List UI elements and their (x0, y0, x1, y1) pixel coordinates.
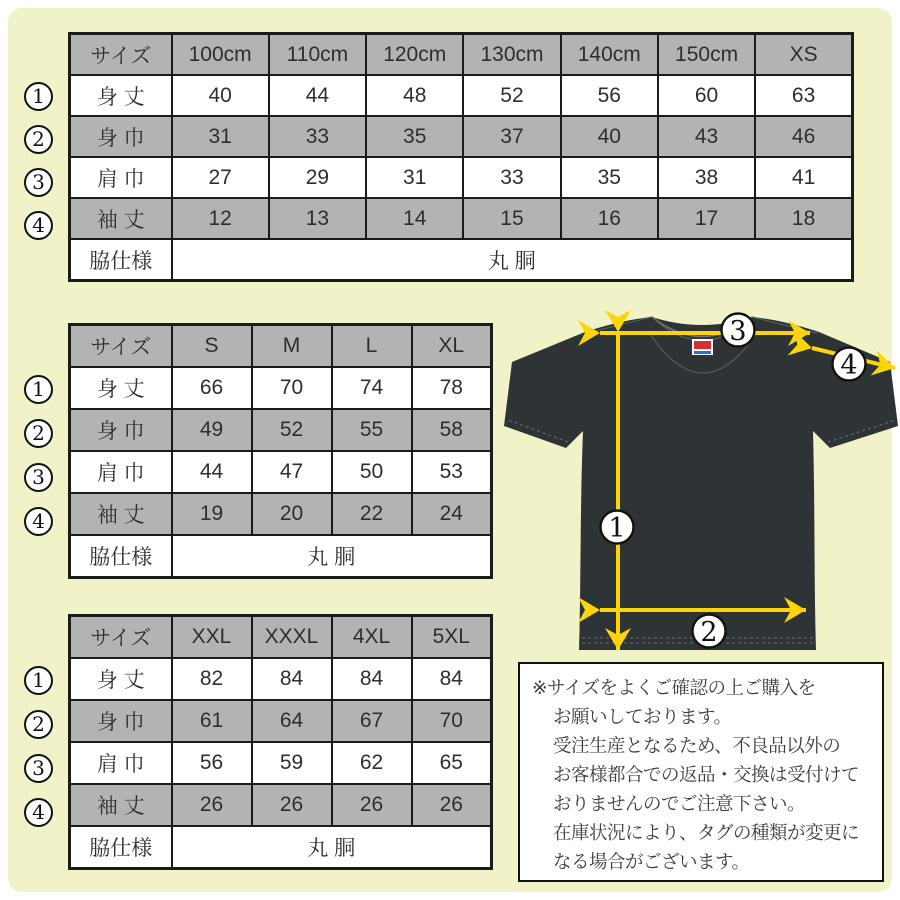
measure-value-cell: 19 (172, 493, 252, 535)
row-number-marker: 4 (24, 507, 53, 536)
size-header-cell: XXXL (252, 616, 332, 659)
size-header-cell: 110cm (269, 34, 366, 76)
measure-label-cell: 袖 丈 (70, 198, 172, 239)
kids-size-table (68, 32, 854, 282)
side-spec-value-cell: 丸 胴 (172, 826, 492, 869)
measure-label-3: 3 (729, 316, 747, 347)
note-line: お願いしております。 (553, 706, 732, 727)
measure-row (70, 493, 492, 535)
measure-value-cell: 55 (332, 409, 412, 451)
row-number-marker: 2 (24, 710, 53, 739)
measure-value-cell: 84 (252, 658, 332, 700)
measure-label-cell: 身 巾 (70, 116, 172, 157)
measure-value-cell: 56 (172, 742, 252, 784)
measure-label-cell: 身 丈 (70, 367, 172, 409)
measure-value-cell: 60 (658, 75, 755, 116)
measure-value-cell: 47 (252, 451, 332, 493)
size-header-cell: 4XL (332, 616, 412, 659)
note-line: ※サイズをよくご確認の上ご購入を (532, 677, 816, 698)
measure-value-cell: 12 (172, 198, 269, 239)
measure-label-cell: 袖 丈 (70, 493, 172, 535)
size-column-title: サイズ (70, 34, 172, 76)
measure-value-cell: 17 (658, 198, 755, 239)
measure-value-cell: 59 (252, 742, 332, 784)
measure-label-cell: 袖 丈 (70, 784, 172, 826)
adult-row-markers (24, 375, 54, 551)
measure-label-cell: 身 巾 (70, 700, 172, 742)
note-line: おりませんのでご注意下さい。 (553, 793, 806, 814)
row-number-marker: 3 (24, 754, 53, 783)
kids-row-markers (24, 82, 54, 254)
size-header-cell: 130cm (463, 34, 560, 76)
measure-value-cell: 40 (172, 75, 269, 116)
measure-value-cell: 56 (561, 75, 658, 116)
measure-label-cell: 身 丈 (70, 75, 172, 116)
measure-value-cell: 61 (172, 700, 252, 742)
measure-label-cell: 身 丈 (70, 658, 172, 700)
measure-value-cell: 50 (332, 451, 412, 493)
size-header-cell: XS (755, 34, 852, 76)
measure-value-cell: 63 (755, 75, 852, 116)
row-number-marker: 3 (24, 168, 53, 197)
row-number-marker: 4 (24, 211, 53, 240)
brand-tag (692, 339, 713, 355)
row-number-marker: 2 (24, 125, 53, 154)
side-spec-row (70, 535, 492, 578)
measure-value-cell: 22 (332, 493, 412, 535)
measure-value-cell: 44 (172, 451, 252, 493)
measure-value-cell: 46 (755, 116, 852, 157)
size-chart-background (8, 8, 892, 892)
measure-value-cell: 31 (172, 116, 269, 157)
side-spec-value-cell: 丸 胴 (172, 535, 492, 578)
side-spec-label-cell: 脇仕様 (70, 535, 172, 578)
large-size-table (68, 614, 493, 870)
row-number-marker: 1 (24, 666, 53, 695)
size-header-cell: XL (412, 325, 492, 368)
measure-value-cell: 62 (332, 742, 412, 784)
measure-label-cell: 肩 巾 (70, 742, 172, 784)
measure-row (70, 75, 853, 116)
measure-value-cell: 74 (332, 367, 412, 409)
row-number-marker: 1 (24, 375, 53, 404)
row-number-marker: 4 (24, 798, 53, 827)
size-header-cell: 150cm (658, 34, 755, 76)
measure-row (70, 198, 853, 239)
measure-value-cell: 33 (269, 116, 366, 157)
note-line: お客様都合での返品・交換は受付けて (553, 764, 860, 785)
measure-value-cell: 84 (332, 658, 412, 700)
measure-value-cell: 18 (755, 198, 852, 239)
size-column-title: サイズ (70, 325, 172, 368)
side-spec-label-cell: 脇仕様 (70, 239, 172, 281)
measure-value-cell: 78 (412, 367, 492, 409)
side-spec-row (70, 826, 492, 869)
measure-value-cell: 82 (172, 658, 252, 700)
measure-value-cell: 58 (412, 409, 492, 451)
side-spec-value-cell: 丸 胴 (172, 239, 853, 281)
note-line: なる場合がございます。 (553, 851, 750, 872)
measure-value-cell: 64 (252, 700, 332, 742)
note-line: 在庫状況により、タグの種類が変更に (553, 822, 860, 843)
measure-value-cell: 52 (463, 75, 560, 116)
measure-value-cell: 52 (252, 409, 332, 451)
size-header-cell: 140cm (561, 34, 658, 76)
measure-row (70, 451, 492, 493)
row-number-marker: 2 (24, 419, 53, 448)
measure-value-cell: 48 (366, 75, 463, 116)
measure-value-cell: 24 (412, 493, 492, 535)
measure-value-cell: 13 (269, 198, 366, 239)
measure-row (70, 367, 492, 409)
measure-value-cell: 53 (412, 451, 492, 493)
measure-value-cell: 70 (252, 367, 332, 409)
measure-label-2: 2 (700, 617, 718, 648)
size-header-cell: 5XL (412, 616, 492, 659)
size-header-cell: 100cm (172, 34, 269, 76)
measure-row (70, 409, 492, 451)
measure-value-cell: 37 (463, 116, 560, 157)
measure-value-cell: 16 (561, 198, 658, 239)
measure-value-cell: 35 (366, 116, 463, 157)
measure-value-cell: 70 (412, 700, 492, 742)
size-header-cell: M (252, 325, 332, 368)
measure-value-cell: 40 (561, 116, 658, 157)
measure-row (70, 658, 492, 700)
measure-label-1: 1 (608, 513, 626, 544)
measure-value-cell: 65 (412, 742, 492, 784)
size-header-cell: S (172, 325, 252, 368)
measure-value-cell: 14 (366, 198, 463, 239)
measure-value-cell: 33 (463, 157, 560, 198)
measure-row (70, 700, 492, 742)
row-number-marker: 1 (24, 82, 53, 111)
measure-value-cell: 26 (412, 784, 492, 826)
measure-label-cell: 身 巾 (70, 409, 172, 451)
measure-value-cell: 38 (658, 157, 755, 198)
side-spec-label-cell: 脇仕様 (70, 826, 172, 869)
size-header-cell: XXL (172, 616, 252, 659)
measure-row (70, 784, 492, 826)
measure-value-cell: 44 (269, 75, 366, 116)
measure-value-cell: 26 (252, 784, 332, 826)
purchase-note-box (518, 662, 884, 882)
measure-value-cell: 15 (463, 198, 560, 239)
measure-row (70, 742, 492, 784)
adult-size-table (68, 323, 493, 579)
tshirt-measure-diagram (500, 300, 900, 668)
size-column-title: サイズ (70, 616, 172, 659)
measure-value-cell: 67 (332, 700, 412, 742)
measure-label-4: 4 (840, 350, 858, 381)
large-row-markers (24, 666, 54, 842)
size-header-cell: L (332, 325, 412, 368)
size-header-cell: 120cm (366, 34, 463, 76)
measure-value-cell: 29 (269, 157, 366, 198)
row-number-marker: 3 (24, 463, 53, 492)
measure-value-cell: 35 (561, 157, 658, 198)
measure-value-cell: 43 (658, 116, 755, 157)
measure-value-cell: 84 (412, 658, 492, 700)
measure-value-cell: 41 (755, 157, 852, 198)
measure-value-cell: 26 (332, 784, 412, 826)
note-line: 受注生産となるため、不良品以外の (553, 735, 841, 756)
measure-label-cell: 肩 巾 (70, 451, 172, 493)
measure-value-cell: 31 (366, 157, 463, 198)
measure-value-cell: 20 (252, 493, 332, 535)
side-spec-row (70, 239, 853, 281)
measure-value-cell: 66 (172, 367, 252, 409)
measure-label-cell: 肩 巾 (70, 157, 172, 198)
measure-value-cell: 26 (172, 784, 252, 826)
measure-row (70, 116, 853, 157)
measure-value-cell: 27 (172, 157, 269, 198)
measure-value-cell: 49 (172, 409, 252, 451)
measure-row (70, 157, 853, 198)
